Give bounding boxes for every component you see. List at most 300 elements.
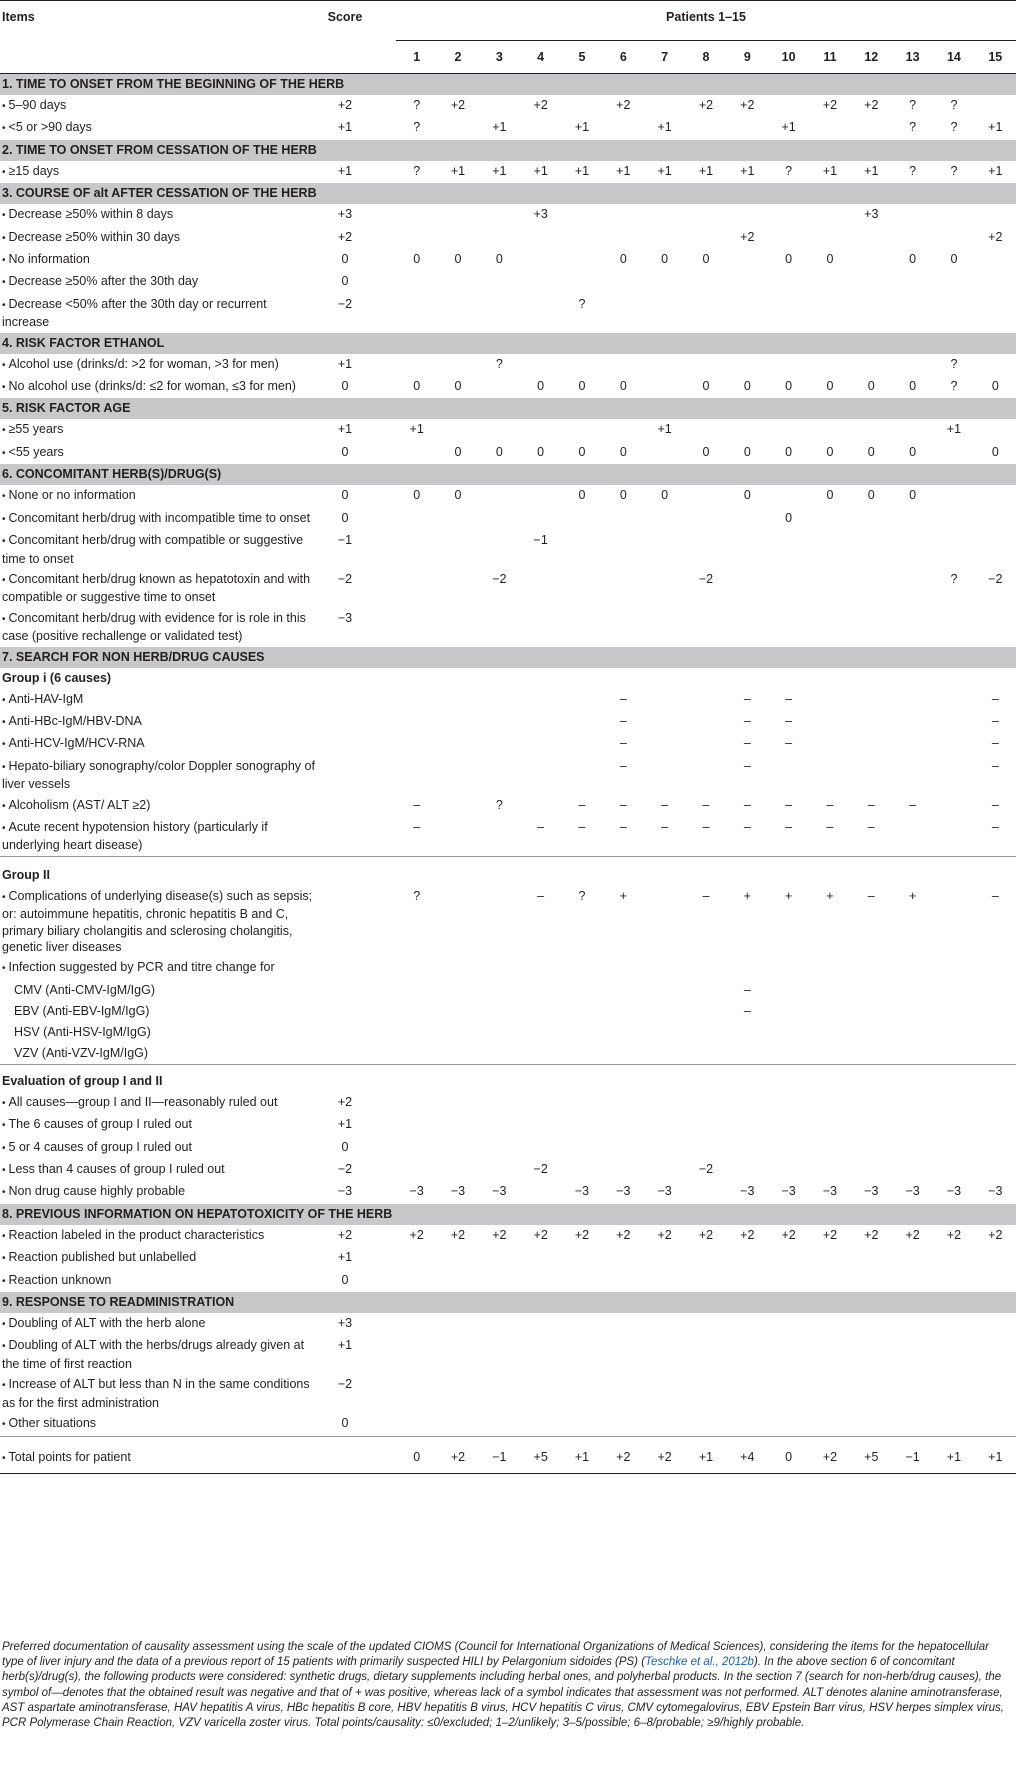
patient-2-cell xyxy=(437,608,478,647)
item-label: Less than 4 causes of group I ruled out xyxy=(8,1162,225,1177)
patient-11-cell xyxy=(809,508,850,530)
item-label: Infection suggested by PCR and titre change for xyxy=(8,960,275,975)
patient-4-cell xyxy=(520,569,561,608)
section-header xyxy=(0,1204,1016,1225)
patient-2-cell: 0 xyxy=(454,488,462,503)
patient-11-cell xyxy=(809,1043,850,1065)
patient-7-cell: +1 xyxy=(657,422,672,437)
score-cell: +1 xyxy=(337,120,353,135)
item-label: Doubling of ALT with the herb alone xyxy=(8,1316,206,1331)
patient-5-cell xyxy=(561,1413,602,1436)
patient-15-cell xyxy=(975,294,1016,333)
patient-2-cell xyxy=(437,711,478,733)
patient-8-cell: +1 xyxy=(685,1436,726,1473)
group-title: Evaluation of group I and II xyxy=(0,1064,1016,1092)
patient-12-cell xyxy=(851,957,892,979)
patient-11-cell xyxy=(809,756,850,795)
patient-8-cell xyxy=(685,980,726,1001)
patient-3-cell xyxy=(479,733,520,755)
patient-2-cell xyxy=(437,1413,478,1436)
patient-12-cell xyxy=(851,1247,892,1269)
patient-12-cell xyxy=(851,1137,892,1159)
patient-3-cell xyxy=(479,376,520,398)
score-cell xyxy=(320,733,370,755)
patient-13-cell: ? xyxy=(909,98,917,112)
score-cell: +3 xyxy=(337,207,353,222)
patient-14-cell xyxy=(933,1374,974,1413)
patient-4-cell xyxy=(520,1181,561,1203)
patient-8-cell xyxy=(685,756,726,795)
item-label: Non drug cause highly probable xyxy=(8,1184,186,1199)
patient-11-cell: 0 xyxy=(826,444,834,459)
score-cell: 0 xyxy=(341,1416,349,1431)
patient-7-cell xyxy=(644,1137,685,1159)
patient-9-cell: – xyxy=(743,758,751,773)
patient-5-cell: 0 xyxy=(578,379,586,394)
patient-11-cell xyxy=(809,1114,850,1136)
patient-number-11: 11 xyxy=(809,41,850,74)
patient-2-cell: +2 xyxy=(450,98,466,112)
item-cell xyxy=(0,817,320,856)
patient-14-cell: ? xyxy=(950,163,958,178)
patient-3-cell xyxy=(479,886,520,958)
patient-14-cell: −3 xyxy=(946,1184,962,1199)
patient-6-cell xyxy=(603,419,644,441)
table-row xyxy=(0,1413,1016,1436)
patient-5-cell xyxy=(561,1001,602,1022)
patient-4-cell: +3 xyxy=(533,207,548,222)
table-row xyxy=(0,1092,1016,1114)
patient-5-cell xyxy=(561,957,602,979)
patient-3-cell: 0 xyxy=(495,252,503,267)
patient-9-cell xyxy=(727,1247,768,1269)
patient-14-cell xyxy=(933,294,974,333)
patient-5-cell xyxy=(561,419,602,441)
patient-14-cell xyxy=(933,508,974,530)
item-cell xyxy=(0,294,320,333)
patient-8-cell xyxy=(685,1001,726,1022)
item-cell xyxy=(0,1413,320,1436)
patient-12-cell xyxy=(851,1022,892,1043)
patient-13-cell xyxy=(892,569,933,608)
patient-1-cell xyxy=(396,530,437,569)
patient-1-cell xyxy=(396,1247,437,1269)
score-cell xyxy=(320,756,370,795)
patients-header: Patients 1–15 xyxy=(396,1,1016,41)
item-label: No alcohol use (drinks/d: ≤2 for woman, ≤3 for men) xyxy=(8,379,296,394)
patient-4-cell xyxy=(520,1413,561,1436)
patient-15-cell: – xyxy=(991,888,999,903)
patient-11-cell xyxy=(809,1270,850,1292)
patient-13-cell: ? xyxy=(909,120,917,135)
patient-5-cell: 0 xyxy=(578,488,586,503)
item-cell xyxy=(0,249,320,271)
patient-12-cell: 0 xyxy=(867,379,875,394)
patient-3-cell: −2 xyxy=(492,571,507,586)
patient-11-cell xyxy=(809,294,850,333)
patient-9-cell: – xyxy=(743,982,751,997)
patient-15-cell: – xyxy=(991,713,999,728)
patient-7-cell: 0 xyxy=(661,252,669,267)
patient-1-cell xyxy=(396,1270,437,1292)
table-footnote xyxy=(2,1640,1012,1731)
patient-4-cell: −1 xyxy=(533,533,548,548)
patient-14-cell xyxy=(933,957,974,979)
patient-11-cell: +2 xyxy=(822,1227,838,1242)
patient-5-cell xyxy=(561,711,602,733)
patient-15-cell xyxy=(975,508,1016,530)
patient-2-cell xyxy=(437,1159,478,1181)
patient-6-cell xyxy=(603,1247,644,1269)
patient-1-cell: ? xyxy=(413,98,421,112)
patient-11-cell xyxy=(809,980,850,1001)
patient-14-cell xyxy=(933,733,974,755)
patient-4-cell xyxy=(520,608,561,647)
patient-14-cell xyxy=(933,608,974,647)
patient-12-cell xyxy=(851,756,892,795)
table-row xyxy=(0,271,1016,293)
score-cell: −3 xyxy=(337,1184,353,1199)
item-label: Decrease ≥50% within 8 days xyxy=(8,207,174,222)
patient-4-cell xyxy=(520,354,561,376)
table-row xyxy=(0,95,1016,117)
patient-13-cell: ? xyxy=(909,163,917,178)
patient-2-cell xyxy=(437,1043,478,1065)
section-title: 8. PREVIOUS INFORMATION ON HEPATOTOXICITY OF THE HERB xyxy=(0,1204,1016,1225)
patient-2-cell: +1 xyxy=(450,163,466,178)
item-cell xyxy=(0,1181,320,1203)
patient-12-cell: +3 xyxy=(864,207,879,222)
table-row xyxy=(0,1043,1016,1065)
patient-9-cell: – xyxy=(743,713,751,728)
patient-6-cell: 0 xyxy=(619,488,627,503)
patient-10-cell xyxy=(768,227,809,249)
table-row xyxy=(0,711,1016,733)
section-header xyxy=(0,647,1016,668)
patient-11-cell xyxy=(809,1313,850,1335)
patient-6-cell: – xyxy=(619,691,627,706)
patient-6-cell: + xyxy=(619,888,627,903)
patient-14-cell: ? xyxy=(950,356,958,371)
table-row xyxy=(0,294,1016,333)
patient-5-cell xyxy=(561,689,602,711)
patient-2-cell xyxy=(437,117,478,139)
patient-10-cell xyxy=(768,569,809,608)
item-cell xyxy=(0,1092,320,1114)
table-row xyxy=(0,756,1016,795)
patient-2-cell xyxy=(437,1114,478,1136)
patient-7-cell: −3 xyxy=(657,1184,672,1199)
patient-4-cell xyxy=(520,1043,561,1065)
patient-1-cell xyxy=(396,354,437,376)
patient-13-cell: 0 xyxy=(909,444,917,459)
patient-5-cell xyxy=(561,354,602,376)
patient-14-cell xyxy=(933,1247,974,1269)
patient-4-cell xyxy=(520,795,561,817)
patient-2-cell xyxy=(437,1270,478,1292)
patient-3-cell xyxy=(479,508,520,530)
patient-10-cell xyxy=(768,354,809,376)
patient-12-cell xyxy=(851,1413,892,1436)
patient-6-cell xyxy=(603,1092,644,1114)
patient-15-cell xyxy=(975,1313,1016,1335)
item-label: The 6 causes of group I ruled out xyxy=(8,1117,192,1132)
patient-6-cell xyxy=(603,957,644,979)
patient-12-cell xyxy=(851,980,892,1001)
patient-number-5: 5 xyxy=(561,41,602,74)
patient-13-cell: −3 xyxy=(905,1184,920,1199)
patient-14-cell: 0 xyxy=(950,252,958,267)
patient-1-cell: −3 xyxy=(409,1184,424,1199)
patient-13-cell xyxy=(892,1247,933,1269)
item-label: Anti-HBc-IgM/HBV-DNA xyxy=(8,713,142,728)
patient-15-cell: +2 xyxy=(988,1227,1003,1242)
patient-7-cell xyxy=(644,1092,685,1114)
patient-15-cell xyxy=(975,1043,1016,1065)
patient-11-cell xyxy=(809,354,850,376)
patient-1-cell xyxy=(396,689,437,711)
patient-8-cell xyxy=(685,530,726,569)
score-cell: +2 xyxy=(337,229,353,244)
patient-13-cell xyxy=(892,1270,933,1292)
patient-6-cell xyxy=(603,354,644,376)
patient-14-cell: ? xyxy=(950,120,958,135)
score-cell: −2 xyxy=(337,296,353,311)
patient-13-cell xyxy=(892,817,933,856)
patient-8-cell: 0 xyxy=(702,444,710,459)
item-cell xyxy=(0,886,320,958)
patient-12-cell xyxy=(851,227,892,249)
patient-11-cell xyxy=(809,1247,850,1269)
patient-5-cell: ? xyxy=(578,296,586,311)
score-cell: 0 xyxy=(341,274,349,289)
patient-4-cell xyxy=(520,1313,561,1335)
patient-2-cell xyxy=(437,756,478,795)
patient-4-cell xyxy=(520,1022,561,1043)
item-label: Anti-HAV-IgM xyxy=(8,691,84,706)
patient-3-cell xyxy=(479,95,520,117)
patient-1-cell xyxy=(396,1022,437,1043)
patient-8-cell xyxy=(685,608,726,647)
patient-9-cell xyxy=(727,1114,768,1136)
group-header xyxy=(0,668,1016,689)
patient-7-cell xyxy=(644,886,685,958)
patient-3-cell: −3 xyxy=(492,1184,507,1199)
item-label: VZV (Anti-VZV-IgM/IgG) xyxy=(14,1045,149,1060)
section-header xyxy=(0,464,1016,485)
patient-11-cell xyxy=(809,227,850,249)
group-title: Group i (6 causes) xyxy=(2,670,112,685)
patient-3-cell xyxy=(479,1335,520,1374)
patient-10-cell: 0 xyxy=(785,444,793,459)
patient-14-cell xyxy=(933,1137,974,1159)
patient-9-cell: +4 xyxy=(727,1436,768,1473)
patient-5-cell xyxy=(561,1043,602,1065)
patient-13-cell xyxy=(892,354,933,376)
item-label: Reaction unknown xyxy=(8,1272,112,1287)
patient-10-cell: – xyxy=(785,736,793,751)
patient-3-cell xyxy=(479,1313,520,1335)
patient-13-cell xyxy=(892,1043,933,1065)
patient-14-cell: ? xyxy=(950,379,958,394)
patient-10-cell: ? xyxy=(785,163,793,178)
patient-number-10: 10 xyxy=(768,41,809,74)
patient-5-cell xyxy=(561,1022,602,1043)
patient-15-cell xyxy=(975,1374,1016,1413)
patient-14-cell xyxy=(933,1335,974,1374)
patient-2-cell xyxy=(437,1137,478,1159)
patient-6-cell xyxy=(603,1043,644,1065)
footnote-citation-link[interactable]: Teschke et al., 2012b xyxy=(645,1656,754,1669)
patient-11-cell xyxy=(809,1413,850,1436)
table-row xyxy=(0,569,1016,608)
item-label: Concomitant herb/drug with evidence for is role in this case (positive rechallenge or validated test) xyxy=(2,610,306,644)
patient-2-cell: 0 xyxy=(454,444,462,459)
patient-3-cell xyxy=(479,957,520,979)
item-label: HSV (Anti-HSV-IgM/IgG) xyxy=(14,1024,151,1039)
patient-7-cell xyxy=(644,1114,685,1136)
score-cell xyxy=(320,1043,370,1065)
patient-5-cell: +1 xyxy=(561,1436,602,1473)
patient-9-cell xyxy=(727,204,768,226)
patient-6-cell xyxy=(603,530,644,569)
patient-14-cell xyxy=(933,1159,974,1181)
patient-7-cell xyxy=(644,1043,685,1065)
score-cell xyxy=(320,795,370,817)
group-title: Group II xyxy=(0,856,1016,886)
item-cell xyxy=(0,1043,320,1065)
patient-2-cell xyxy=(437,227,478,249)
table-row xyxy=(0,733,1016,755)
patient-12-cell xyxy=(851,1043,892,1065)
patient-10-cell xyxy=(768,608,809,647)
patient-2-cell xyxy=(437,1335,478,1374)
patient-11-cell: 0 xyxy=(826,488,834,503)
patient-11-cell: +1 xyxy=(822,163,838,178)
score-cell: +2 xyxy=(337,1094,353,1109)
score-header: Score xyxy=(320,1,370,41)
item-cell xyxy=(0,1022,320,1043)
patient-8-cell: 0 xyxy=(702,252,710,267)
patient-6-cell: 0 xyxy=(619,379,627,394)
patient-1-cell xyxy=(396,1092,437,1114)
patient-4-cell: +2 xyxy=(533,98,548,112)
patient-2-cell xyxy=(437,419,478,441)
patient-6-cell: +2 xyxy=(616,98,631,112)
patient-5-cell xyxy=(561,1270,602,1292)
patient-14-cell: +1 xyxy=(946,422,962,437)
patient-9-cell xyxy=(727,1022,768,1043)
patient-12-cell: +2 xyxy=(864,1227,879,1242)
patient-7-cell xyxy=(644,1022,685,1043)
item-label: 5 or 4 causes of group I ruled out xyxy=(8,1139,192,1154)
score-cell: 0 xyxy=(341,379,349,394)
patient-1-cell xyxy=(396,733,437,755)
patient-1-cell xyxy=(396,1001,437,1022)
patient-5-cell xyxy=(561,1313,602,1335)
patient-11-cell xyxy=(809,1335,850,1374)
patient-9-cell: – xyxy=(743,691,751,706)
patient-1-cell xyxy=(396,1137,437,1159)
item-label: <5 or >90 days xyxy=(8,120,92,135)
patient-8-cell xyxy=(685,689,726,711)
patient-14-cell xyxy=(933,711,974,733)
score-cell: 0 xyxy=(341,444,349,459)
patient-12-cell xyxy=(851,419,892,441)
item-cell xyxy=(0,711,320,733)
patient-1-cell: 0 xyxy=(413,252,421,267)
patient-10-cell xyxy=(768,1159,809,1181)
patient-5-cell xyxy=(561,1092,602,1114)
patient-1-cell: +1 xyxy=(409,422,424,437)
table-row xyxy=(0,957,1016,979)
patient-3-cell xyxy=(479,530,520,569)
patient-1-cell xyxy=(396,980,437,1001)
patient-9-cell: – xyxy=(743,736,751,751)
item-label: Acute recent hypotension history (particularly if underlying heart disease) xyxy=(2,819,268,853)
patient-13-cell: −1 xyxy=(892,1436,933,1473)
table-row xyxy=(0,1247,1016,1269)
patient-8-cell xyxy=(685,1114,726,1136)
patient-6-cell xyxy=(603,1159,644,1181)
patient-15-cell xyxy=(975,980,1016,1001)
patient-11-cell xyxy=(809,1022,850,1043)
item-label: <55 years xyxy=(8,444,64,459)
patient-1-cell xyxy=(396,442,437,464)
patient-13-cell xyxy=(892,756,933,795)
patient-15-cell xyxy=(975,1022,1016,1043)
patient-8-cell xyxy=(685,1043,726,1065)
item-cell xyxy=(0,1159,320,1181)
patient-13-cell xyxy=(892,1413,933,1436)
patient-4-cell xyxy=(520,227,561,249)
patient-number-6: 6 xyxy=(603,41,644,74)
patient-7-cell xyxy=(644,733,685,755)
patient-3-cell xyxy=(479,1137,520,1159)
patient-1-cell xyxy=(396,271,437,293)
patient-13-cell xyxy=(892,294,933,333)
patient-9-cell xyxy=(727,117,768,139)
patient-2-cell: 0 xyxy=(454,252,462,267)
patient-number-14: 14 xyxy=(933,41,974,74)
patient-1-cell: ? xyxy=(413,163,421,178)
total-row xyxy=(0,1436,1016,1473)
patient-14-cell xyxy=(933,1313,974,1335)
table-row xyxy=(0,1114,1016,1136)
patient-10-cell: +1 xyxy=(781,120,796,135)
item-cell xyxy=(0,1270,320,1292)
item-label: Other situations xyxy=(8,1416,97,1431)
table-row xyxy=(0,354,1016,376)
patient-7-cell xyxy=(644,95,685,117)
section-header xyxy=(0,1292,1016,1313)
patient-13-cell xyxy=(892,1092,933,1114)
item-label: Complications of underlying disease(s) such as sepsis; or: autoimmune hepatitis, chronic hepatitis B and C, primary biliary cholangitis and sclerosing cholangitis, genetic liver diseases xyxy=(2,888,313,954)
patient-5-cell xyxy=(561,733,602,755)
patient-15-cell xyxy=(975,354,1016,376)
patient-10-cell: 0 xyxy=(785,252,793,267)
item-cell xyxy=(0,508,320,530)
patient-7-cell xyxy=(644,1001,685,1022)
patient-11-cell xyxy=(809,711,850,733)
patient-11-cell xyxy=(809,608,850,647)
patient-15-cell xyxy=(975,204,1016,226)
score-cell xyxy=(320,817,370,856)
patient-10-cell: – xyxy=(785,713,793,728)
patient-9-cell xyxy=(727,957,768,979)
patient-7-cell xyxy=(644,530,685,569)
section-title: 6. CONCOMITANT HERB(S)/DRUG(S) xyxy=(0,464,1016,485)
